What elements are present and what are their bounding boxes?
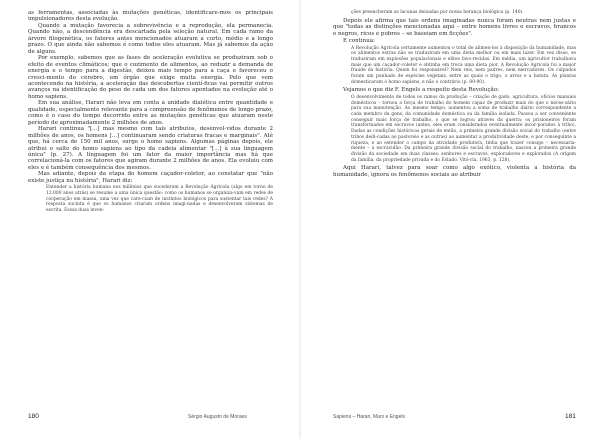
block-quote <box>351 10 576 16</box>
paragraph: as ferramentas, associadas às mutações genéticas, identificare-mos os principais impulsionadores desta evolução. <box>28 10 273 23</box>
paragraph: Aqui Harari, talvez para soar como algo exótico, violenta a história da humanidade, ignora os fenômenos sociais ao atribuir <box>333 165 576 178</box>
paragraph: Vejamos o que diz F. Engels a respeito desta Revolução: <box>343 87 499 94</box>
paragraph: Depois ele afirma que tais ordens imaginadas nunca foram neutras nem justas e que "todas as distinções mencionadas aqui – entre homens livres e escravos, brancos e negros, ricos e pobres – se baseiam em ficções". <box>333 17 576 37</box>
paragraph: Harari continua "[...] mas mesmo com tais atributos, desenvol-vidos durante 2 milhões de anos, os homens [...] continuaram sendo criaturas fracas e marginais". Até que, há cerca de 150 mil anos, surge o homo sapiens. Algumas páginas depois, ele atribui o salto do homo sapiens ao tipo da cadeia alimentar "[...] à sua linguagem única" (p. 27). A linguagem foi um fator da maior importância mas há que correlacioná-la com os fatores que agiram durante 2 milhões de anos. Ela evoluiu com eles e é também consequência dos mesmos. <box>28 126 273 171</box>
paragraph: Em sua análise, Harari não leva em conta a unidade dialética entre quantidade e qualidade, especialmente relevante para a compreensão de fenômenos de longo prazo, como é o caso do tempo decorrido entre as mutações genéticas que atuaram neste período de aproximadamente 2 milhões de anos. <box>28 100 273 126</box>
paragraph: E continua: <box>343 38 375 45</box>
block-quote <box>351 95 576 163</box>
running-head-right: Sapiens – Harari, Marx e Engels <box>333 414 405 420</box>
paragraph: Por exemplo, sabemos que as fases de aceleração evolutiva se produziram sob o efeito de eventos climáticos; que o cozimento de alimentos, ao reduzir a demanda de energia e o tempo para a digestão, deixou mais tempo para a caça e favoreceu o cresci-mento do cérebro, um órgão que exige muita energia. Pelo que vem acontecendo na história, a aceleração das descobertas cientí-ficas vai permitir outros avanços na identificação do peso de cada um dos fatores apontados na evolução até o homo sapiens. <box>28 55 273 100</box>
quote-text: O desenvolvimento de todos os ramos da produção – criação de gado, agricultura, ofícios manuais domésticos – tornou a força de trabalho do homem capaz de produzir mais do que o neces-sário para sua manutenção. Ao mesmo tempo, aumentou a soma de trabalho diário correspondente a cada membro da gens, da comunidade doméstica ou da família isolada. Passou a ser conveniente conseguir mais força de trabalho, o que se logrou através da guerra; os prisioneiros foram transformados em escravos (antes, eles eram considerados eventualmente incor-porados à tribo). Dadas as condições históricas gerais de então, a primeira grande divisão social do trabalho (entre tribos dedi-cadas ao pastoreio e as outras) ao aumentar a produtividade deste, e por conseguinte a riqueza, e ao estender o campo da atividade produtora, tinha que trazer consigo – necessaria-mente – a escravidão. Da primeira grande divisão social do trabalho, nasceu a primeira grande divisão da sociedade em duas classes: senhores e escravos, exploradores e explorados (A origem da família, da propriedade privada e do Estado. Vitó-ria, 1963, p. 128). <box>351 94 576 163</box>
page-number-left: 180 <box>28 413 39 420</box>
left-text-column <box>28 10 273 216</box>
page-number-right: 181 <box>565 413 576 420</box>
right-page <box>300 0 600 439</box>
running-head-left: Sérgio Augusto de Moraes <box>188 414 247 420</box>
paragraph: Mas adiante, depois da etapa do homem caçador-coletor, ao constatar que "não existe justiça na história", Harari diz: <box>28 171 273 184</box>
paragraph: Quando a mutação favorecia a sobrevivência e a reprodução, ela permanecia. Quando não, a descendência era descartada pela seleção natural. Em cada ramo da árvore filogenética, os fatores antes mencionados atuaram a curto, médio e a longo prazo. O que ainda não sabemos é como todos eles atuaram. Mas já sabemos da ação de alguns. <box>28 22 273 55</box>
quote-text: A Revolução Agrícola certamente aumentou o total de alimen-tos à disposição da humanidade, mas os alimentos extras não se traduziram em uma dieta melhor ou em mais lazer. Em vez disso, se traduziram em explosões populacionais e elites favo-recidas. Em média, um agricultor trabalhava mais que um caçador-coletor e obtinha em troca uma dieta pior. A Revolução Agrícola foi a maior fraude da história. Quem foi responsável? Nem reis, nem padres, nem mercadores. Os culpados foram um punhado de espécies vegetais, entre as quais o trigo, o arroz e a batata. As plantas domesticaram o homo sapiens, e não o contrário (p. 89-90). <box>351 45 576 85</box>
right-text-column <box>333 10 576 178</box>
quote-text: Entender a história humana nos milênios que sucederam a Revolução Agrícola (algo em torno de 12.000 anos atrás) se resume a uma única questão: como os humanos se organiza-vam em redes de cooperação em massa, uma vez que care-ciam de instintos biológicos para sustentar tais redes? A resposta sucinta é que os humanos criaram ordens imagi-nadas e desenvolveram sistemas de escrita. Essas duas inven- <box>46 185 273 214</box>
block-quote <box>351 46 576 86</box>
quote-text: ções preencheram as lacunas deixadas por nossa herança biológica (p. 140). <box>351 10 524 15</box>
block-quote <box>46 185 273 214</box>
